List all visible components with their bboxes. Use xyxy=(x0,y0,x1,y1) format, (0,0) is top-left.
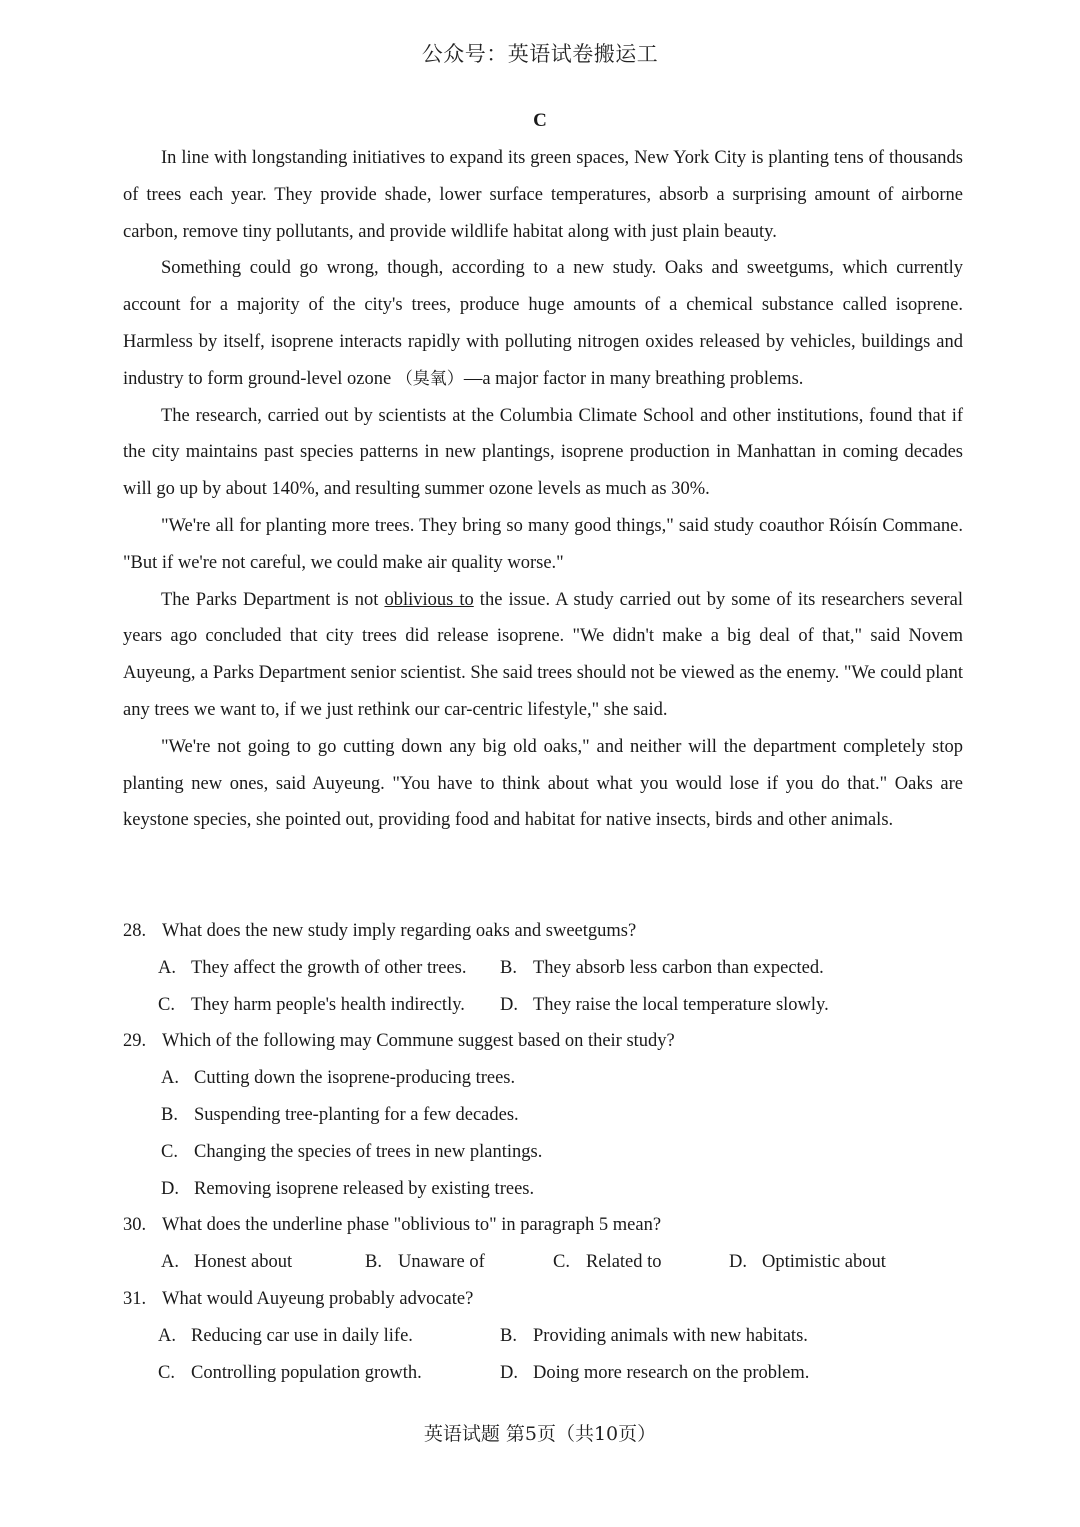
question-number: 29. xyxy=(123,1031,147,1052)
option-letter: B. xyxy=(500,957,517,978)
option-a xyxy=(158,950,500,987)
options-row xyxy=(123,1244,963,1281)
option-a xyxy=(161,1060,963,1097)
option-d xyxy=(161,1171,963,1208)
option-a xyxy=(158,1318,500,1355)
question-29 xyxy=(123,1023,963,1060)
question-30 xyxy=(123,1207,963,1244)
paragraph-5 xyxy=(123,582,963,729)
option-text: They absorb less carbon than expected. xyxy=(533,957,824,978)
options-row xyxy=(123,950,963,987)
option-letter: B. xyxy=(365,1252,382,1273)
reading-passage xyxy=(123,140,963,839)
option-text: Providing animals with new habitats. xyxy=(533,1325,808,1346)
page-footer: 英语试题 第5页（共10页） xyxy=(423,1423,657,1445)
paragraph-2-cjk-gloss: （臭氧） xyxy=(395,368,464,389)
option-text: Suspending tree-planting for a few decades. xyxy=(194,1104,519,1125)
paragraph-5-text-a: The Parks Department is not xyxy=(161,589,385,610)
question-number: 30. xyxy=(123,1215,147,1236)
question-stem: Which of the following may Commune suggest based on their study? xyxy=(162,1031,675,1052)
option-c xyxy=(158,1355,500,1392)
option-d xyxy=(729,1244,886,1281)
option-text: Related to xyxy=(586,1252,662,1273)
paragraph-3: The research, carried out by scientists at the Columbia Climate School and other institutions, found that if the city maintains past species patterns in new plantings, isoprene production in Manhattan in coming decades will go up by about 140%, and resulting summer ozone levels as much as 30%. xyxy=(123,405,963,500)
option-letter: A. xyxy=(158,957,176,978)
paragraph-2-text-b: —a major factor in many breathing problems. xyxy=(463,368,804,389)
question-stem: What would Auyeung probably advocate? xyxy=(162,1288,474,1309)
paragraph-4: "We're all for planting more trees. They bring so many good things," said study coauthor Róisín Commane. "But if we're not careful, we could make air quality worse." xyxy=(123,515,963,573)
paragraph-1: In line with longstanding initiatives to expand its green spaces, New York City is planting tens of thousands of trees each year. They provide shade, lower surface temperatures, absorb a surprising amount of airborne carbon, remove tiny pollutants, and provide wildlife habitat along with just plain beauty. xyxy=(123,148,963,242)
option-text: They affect the growth of other trees. xyxy=(191,957,467,978)
option-letter: C. xyxy=(161,1141,178,1162)
options-row xyxy=(123,1318,963,1355)
option-b xyxy=(161,1097,963,1134)
options-row xyxy=(123,1355,963,1392)
option-b xyxy=(365,1244,553,1281)
question-number: 31. xyxy=(123,1288,147,1309)
option-letter: A. xyxy=(161,1068,179,1089)
option-d xyxy=(500,1355,809,1392)
option-c xyxy=(158,987,500,1024)
paragraph-6: "We're not going to go cutting down any big old oaks," and neither will the department completely stop planting new ones, said Auyeung. "You have to think about what you would lose if you do that." Oaks are keystone species, she pointed out, providing food and habitat for native insects, birds and other animals. xyxy=(123,736,963,831)
options-column xyxy=(123,1060,963,1207)
option-b xyxy=(500,950,824,987)
option-text: Changing the species of trees in new plantings. xyxy=(194,1141,543,1162)
option-b xyxy=(500,1318,808,1355)
option-text: Honest about xyxy=(194,1252,293,1273)
paragraph-2 xyxy=(123,250,963,397)
option-letter: D. xyxy=(729,1252,747,1273)
underlined-phrase: oblivious to xyxy=(384,589,474,610)
option-text: Controlling population growth. xyxy=(191,1362,422,1383)
option-text: Doing more research on the problem. xyxy=(533,1362,810,1383)
option-text: Removing isoprene released by existing trees. xyxy=(194,1178,535,1199)
option-d xyxy=(500,987,829,1024)
question-stem: What does the new study imply regarding oaks and sweetgums? xyxy=(162,921,637,941)
option-letter: B. xyxy=(161,1104,178,1125)
option-letter: C. xyxy=(158,1362,175,1383)
option-letter: A. xyxy=(158,1325,176,1346)
question-number: 28. xyxy=(123,921,147,941)
options-row xyxy=(123,987,963,1024)
option-letter: D. xyxy=(500,1362,518,1383)
section-title: C xyxy=(533,110,547,131)
option-letter: B. xyxy=(500,1325,517,1346)
option-text: Optimistic about xyxy=(762,1252,886,1273)
option-c xyxy=(161,1134,963,1171)
paragraph-5-text-b: the issue. A study carried out by some of its researchers several years ago concluded that city trees did release isoprene. "We didn't make a big deal of that," said Novem Auyeung, a Parks Department senior scientist. She said trees should not be viewed as the enemy. "We could plant any trees we want to, if we just rethink our car-centric lifestyle," she said. xyxy=(123,589,963,720)
question-31 xyxy=(123,1281,963,1318)
option-letter: A. xyxy=(161,1252,179,1273)
page-header: 公众号：英语试卷搬运工 xyxy=(421,42,659,66)
option-text: Reducing car use in daily life. xyxy=(191,1325,413,1346)
option-text: They harm people's health indirectly. xyxy=(191,994,465,1015)
question-stem: What does the underline phase "oblivious to" in paragraph 5 mean? xyxy=(162,1215,662,1236)
option-letter: D. xyxy=(500,994,518,1015)
option-text: Unaware of xyxy=(398,1252,485,1273)
option-text: Cutting down the isoprene-producing trees. xyxy=(194,1068,516,1089)
option-a xyxy=(161,1244,365,1281)
question-28 xyxy=(123,913,963,950)
questions-section xyxy=(123,913,963,1391)
paragraph-2-text-a: Something could go wrong, though, according to a new study. Oaks and sweetgums, which currently account for a majority of the city's trees, produce huge amounts of a chemical substance called isoprene. Harmless by itself, isoprene interacts rapidly with polluting nitrogen oxides released by vehicles, buildings and industry to form ground-level ozone xyxy=(123,258,963,389)
option-letter: C. xyxy=(158,994,175,1015)
option-letter: D. xyxy=(161,1178,179,1199)
option-text: They raise the local temperature slowly. xyxy=(533,994,829,1015)
option-letter: C. xyxy=(553,1252,570,1273)
option-c xyxy=(553,1244,729,1281)
